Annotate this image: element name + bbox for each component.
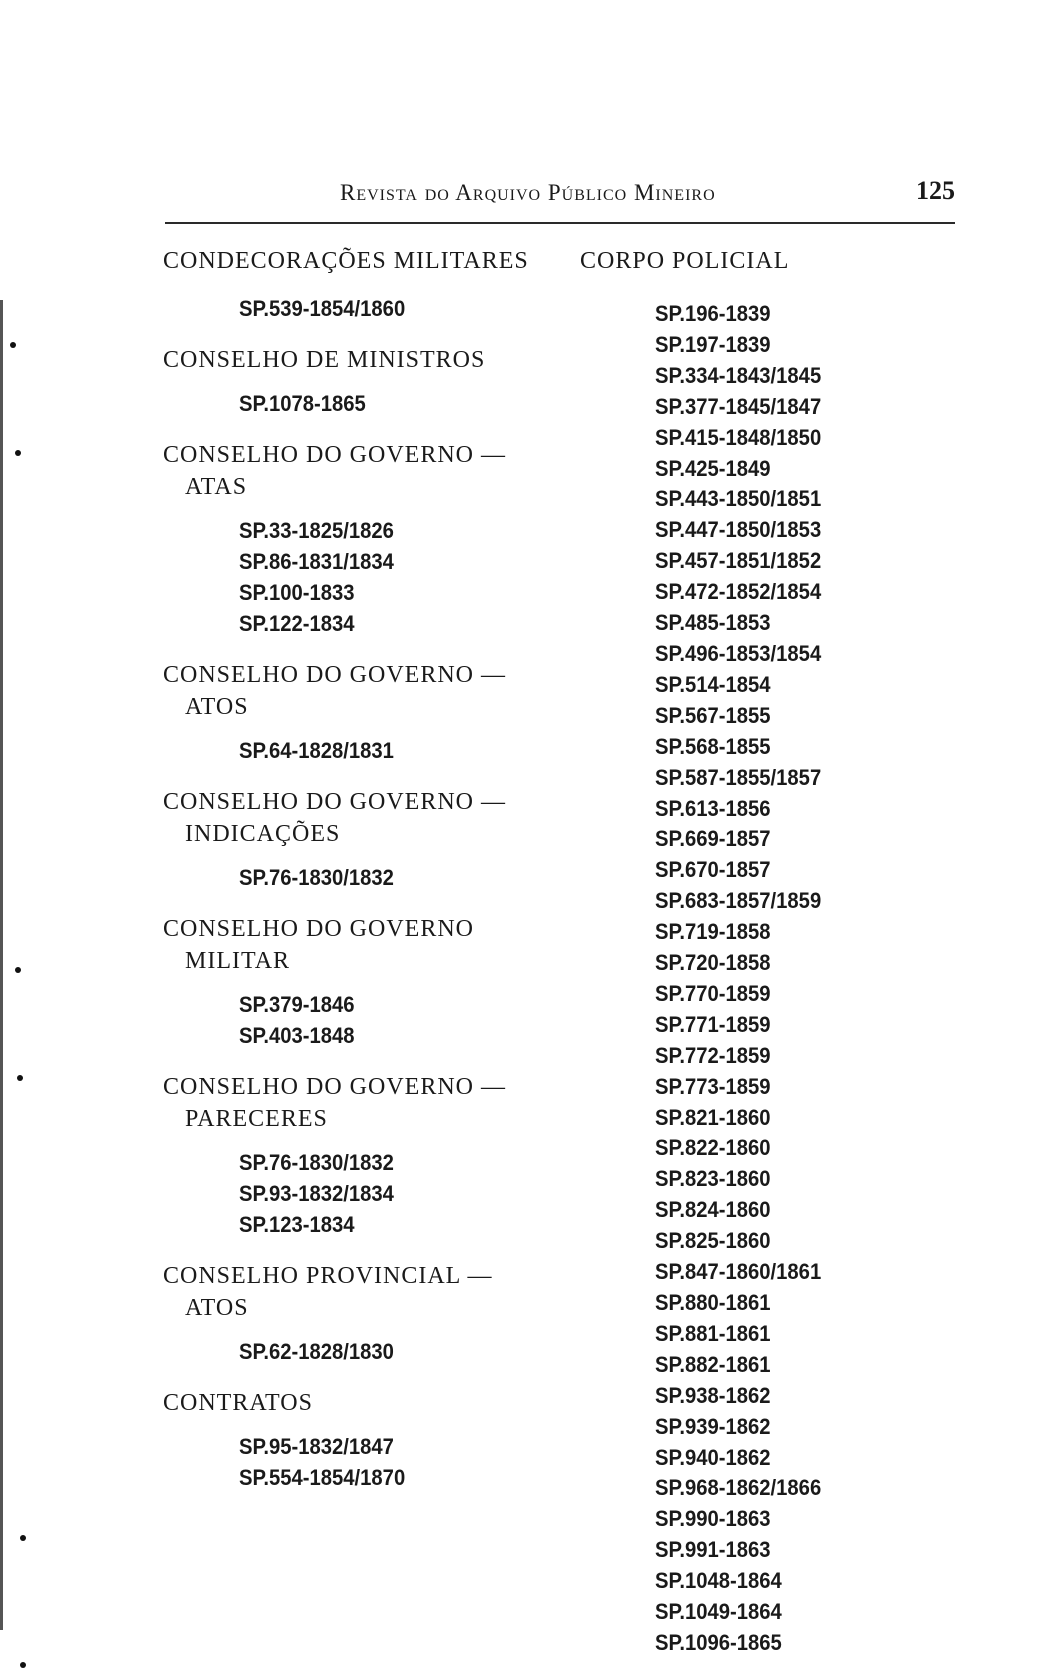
sp-entry: SP.683-1857/1859 [655, 888, 822, 914]
sp-entry: SP.496-1853/1854 [655, 640, 822, 666]
section-heading: CONSELHO PROVINCIAL — [163, 1263, 493, 1289]
index-section [163, 1387, 583, 1493]
section-heading: MILITAR [185, 948, 291, 974]
sp-entry: SP.123-1834 [239, 1212, 355, 1237]
index-section [163, 786, 583, 893]
index-section [163, 344, 583, 419]
margin-mark [10, 342, 16, 348]
sp-entry: SP.968-1862/1866 [655, 1475, 822, 1501]
sp-entry: SP.824-1860 [655, 1197, 771, 1223]
section-heading: ATAS [185, 474, 248, 500]
margin-mark [20, 1535, 26, 1541]
sp-entry: SP.1049-1864 [655, 1599, 782, 1625]
entry-list [163, 1147, 583, 1240]
entry-list [163, 735, 583, 766]
sp-entry: SP.86-1831/1834 [239, 549, 394, 574]
sp-entry: SP.882-1861 [655, 1351, 771, 1377]
entry-list [163, 388, 583, 419]
sp-entry: SP.443-1850/1851 [655, 486, 822, 512]
section-heading: CONSELHO DO GOVERNO — [163, 662, 506, 688]
sp-entry: SP.95-1832/1847 [239, 1434, 394, 1459]
sp-entry: SP.62-1828/1830 [239, 1339, 394, 1364]
right-column [580, 245, 980, 1659]
sp-entry: SP.567-1855 [655, 702, 771, 728]
sp-entry: SP.334-1843/1845 [655, 362, 822, 388]
index-section [163, 913, 583, 1051]
sp-entry: SP.940-1862 [655, 1444, 771, 1470]
sp-entry: SP.1078-1865 [239, 391, 366, 416]
sp-entry: SP.720-1858 [655, 950, 771, 976]
sp-entry: SP.825-1860 [655, 1228, 771, 1254]
sp-entry: SP.823-1860 [655, 1166, 771, 1192]
section-heading: ATOS [185, 1295, 249, 1321]
corpo-policial-list [580, 299, 980, 1659]
margin-mark [20, 1662, 26, 1668]
margin-mark [15, 967, 21, 973]
sp-entry: SP.772-1859 [655, 1042, 771, 1068]
section-heading-corpo-policial: CORPO POLICIAL [580, 248, 790, 274]
sp-entry: SP.403-1848 [239, 1023, 355, 1048]
sp-entry: SP.880-1861 [655, 1290, 771, 1315]
section-heading: PARECERES [185, 1106, 328, 1132]
sp-entry: SP.822-1860 [655, 1135, 771, 1161]
sp-entry: SP.613-1856 [655, 795, 771, 821]
sp-entry: SP.939-1862 [655, 1413, 771, 1439]
sp-entry: SP.93-1832/1834 [239, 1181, 394, 1206]
sp-entry: SP.457-1851/1852 [655, 548, 822, 574]
sp-entry: SP.33-1825/1826 [239, 518, 394, 543]
sp-entry: SP.76-1830/1832 [239, 865, 394, 890]
sp-entry: SP.568-1855 [655, 733, 771, 759]
entry-list [163, 293, 583, 324]
sp-entry: SP.122-1834 [239, 611, 355, 636]
sp-entry: SP.377-1845/1847 [655, 393, 822, 419]
sp-entry: SP.990-1863 [655, 1506, 771, 1532]
index-section [163, 1260, 583, 1367]
sp-entry: SP.821-1860 [655, 1104, 771, 1130]
sp-entry: SP.425-1849 [655, 455, 771, 481]
sp-entry: SP.485-1853 [655, 610, 771, 636]
section-heading: CONSELHO DO GOVERNO — [163, 442, 506, 468]
sp-entry: SP.773-1859 [655, 1073, 771, 1099]
left-sections [163, 293, 583, 1493]
entry-list [163, 515, 583, 639]
entry-list [163, 862, 583, 893]
sp-entry: SP.539-1854/1860 [239, 296, 406, 321]
sp-entry: SP.669-1857 [655, 826, 771, 852]
sp-entry: SP.100-1833 [239, 580, 355, 605]
sp-entry: SP.770-1859 [655, 980, 771, 1006]
sp-entry: SP.514-1854 [655, 671, 771, 697]
section-heading-condecoracoes: CONDECORAÇÕES MILITARES [163, 248, 529, 274]
index-section [163, 659, 583, 766]
sp-entry: SP.991-1863 [655, 1537, 771, 1563]
running-title: Revista do Arquivo Público Mineiro [340, 180, 716, 205]
margin-mark [17, 1075, 23, 1081]
margin-mark [15, 450, 21, 456]
sp-entry: SP.415-1848/1850 [655, 424, 822, 450]
entry-list [163, 989, 583, 1051]
section-heading: ATOS [185, 694, 249, 720]
sp-entry: SP.881-1861 [655, 1320, 771, 1346]
sp-entry: SP.472-1852/1854 [655, 579, 822, 605]
sp-entry: SP.196-1839 [655, 301, 771, 326]
sp-entry: SP.719-1858 [655, 919, 771, 945]
sp-entry: SP.1096-1865 [655, 1629, 782, 1655]
sp-entry: SP.197-1839 [655, 331, 771, 357]
sp-entry: SP.587-1855/1857 [655, 764, 822, 790]
sp-entry: SP.771-1859 [655, 1011, 771, 1037]
section-heading: CONSELHO DO GOVERNO — [163, 1074, 506, 1100]
sp-entry: SP.447-1850/1853 [655, 517, 822, 543]
running-header [165, 176, 955, 224]
index-section [163, 1071, 583, 1240]
sp-entry: SP.938-1862 [655, 1382, 771, 1408]
section-heading: INDICAÇÕES [185, 821, 341, 847]
section-heading: CONSELHO DE MINISTROS [163, 347, 486, 373]
sp-entry: SP.64-1828/1831 [239, 738, 394, 763]
sp-entry: SP.379-1846 [239, 992, 355, 1017]
section-heading: CONSELHO DO GOVERNO — [163, 789, 506, 815]
left-column [163, 245, 583, 1513]
sp-entry: SP.1048-1864 [655, 1568, 782, 1594]
sp-entry: SP.554-1854/1870 [239, 1465, 406, 1490]
index-section [163, 439, 583, 639]
entry-list [163, 1336, 583, 1367]
section-heading: CONSELHO DO GOVERNO [163, 916, 474, 942]
entry-list [163, 1431, 583, 1493]
sp-entry: SP.76-1830/1832 [239, 1150, 394, 1175]
index-section [163, 293, 583, 324]
sp-entry: SP.847-1860/1861 [655, 1259, 822, 1285]
sp-entry: SP.670-1857 [655, 857, 771, 883]
page-number: 125 [916, 176, 955, 205]
section-heading: CONTRATOS [163, 1390, 313, 1416]
page-edge-rule [0, 300, 3, 1630]
